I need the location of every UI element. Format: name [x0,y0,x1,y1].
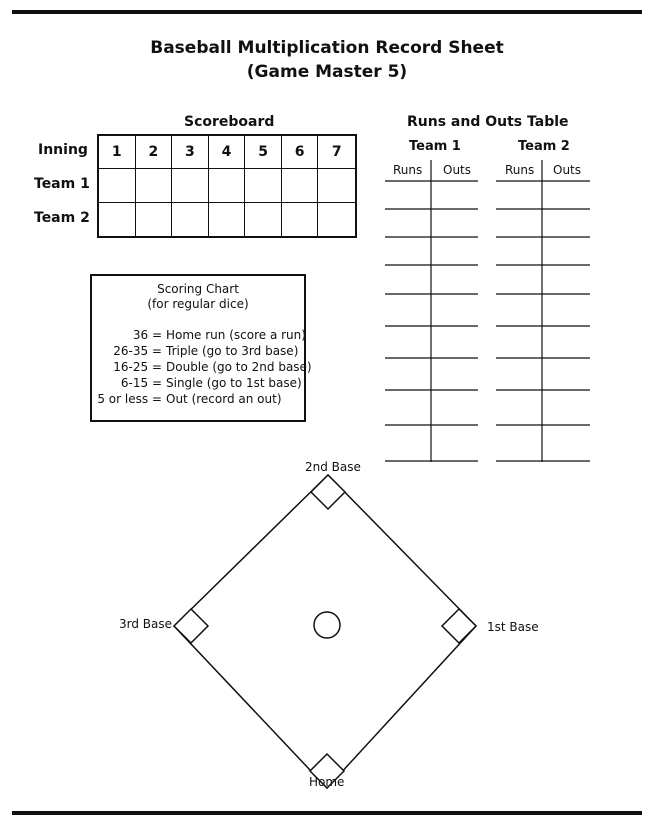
first-base-label: 1st Base [487,620,539,634]
scoring-result: Single (go to 1st base) [166,376,302,390]
second-base-label: 2nd Base [305,460,361,474]
team-1-label: Team 1 [34,176,90,192]
team-1-runs-header: Runs [393,163,423,177]
inning-2: 2 [136,136,173,169]
scoring-result: Triple (go to 3rd base) [166,344,299,358]
third-base-label: 3rd Base [119,617,173,631]
runs-outs-team-2: Team 2 [518,139,570,154]
scoring-range: 6-15 = [120,376,162,390]
inning-label: Inning [38,142,88,158]
inning-7: 7 [318,136,355,169]
page-title: Baseball Multiplication Record Sheet [150,38,504,58]
team-2-outs-header: Outs [553,163,582,177]
page-subtitle: (Game Master 5) [246,62,408,82]
inning-5: 5 [245,136,282,169]
scoreboard-heading: Scoreboard [184,114,275,130]
scoring-chart-subtitle: (for regular dice) [147,297,249,311]
team-1-outs-header: Outs [443,163,472,177]
team-2-runs-header: Runs [505,163,535,177]
scoring-chart-title: Scoring Chart [157,282,239,296]
pitchers-mound [314,612,340,638]
runs-outs-heading: Runs and Outs Table [407,114,569,130]
scoring-result: Home run (score a run) [166,328,306,342]
scoring-result: Double (go to 2nd base) [166,360,312,374]
scoring-range: 26-35 = [113,344,162,358]
inning-6: 6 [282,136,319,169]
runs-outs-team-1: Team 1 [409,139,461,154]
scoring-result: Out (record an out) [166,392,282,406]
runs-outs-table [385,160,590,462]
home-label: Home [309,775,345,789]
inning-4: 4 [209,136,246,169]
scoring-range: 16-25 = [113,360,162,374]
inning-3: 3 [172,136,209,169]
scoring-range: 36 = [132,328,162,342]
scoring-range: 5 or less = [97,392,162,406]
inning-1: 1 [99,136,136,169]
team-2-label: Team 2 [34,210,90,226]
baseball-diamond [174,475,476,788]
